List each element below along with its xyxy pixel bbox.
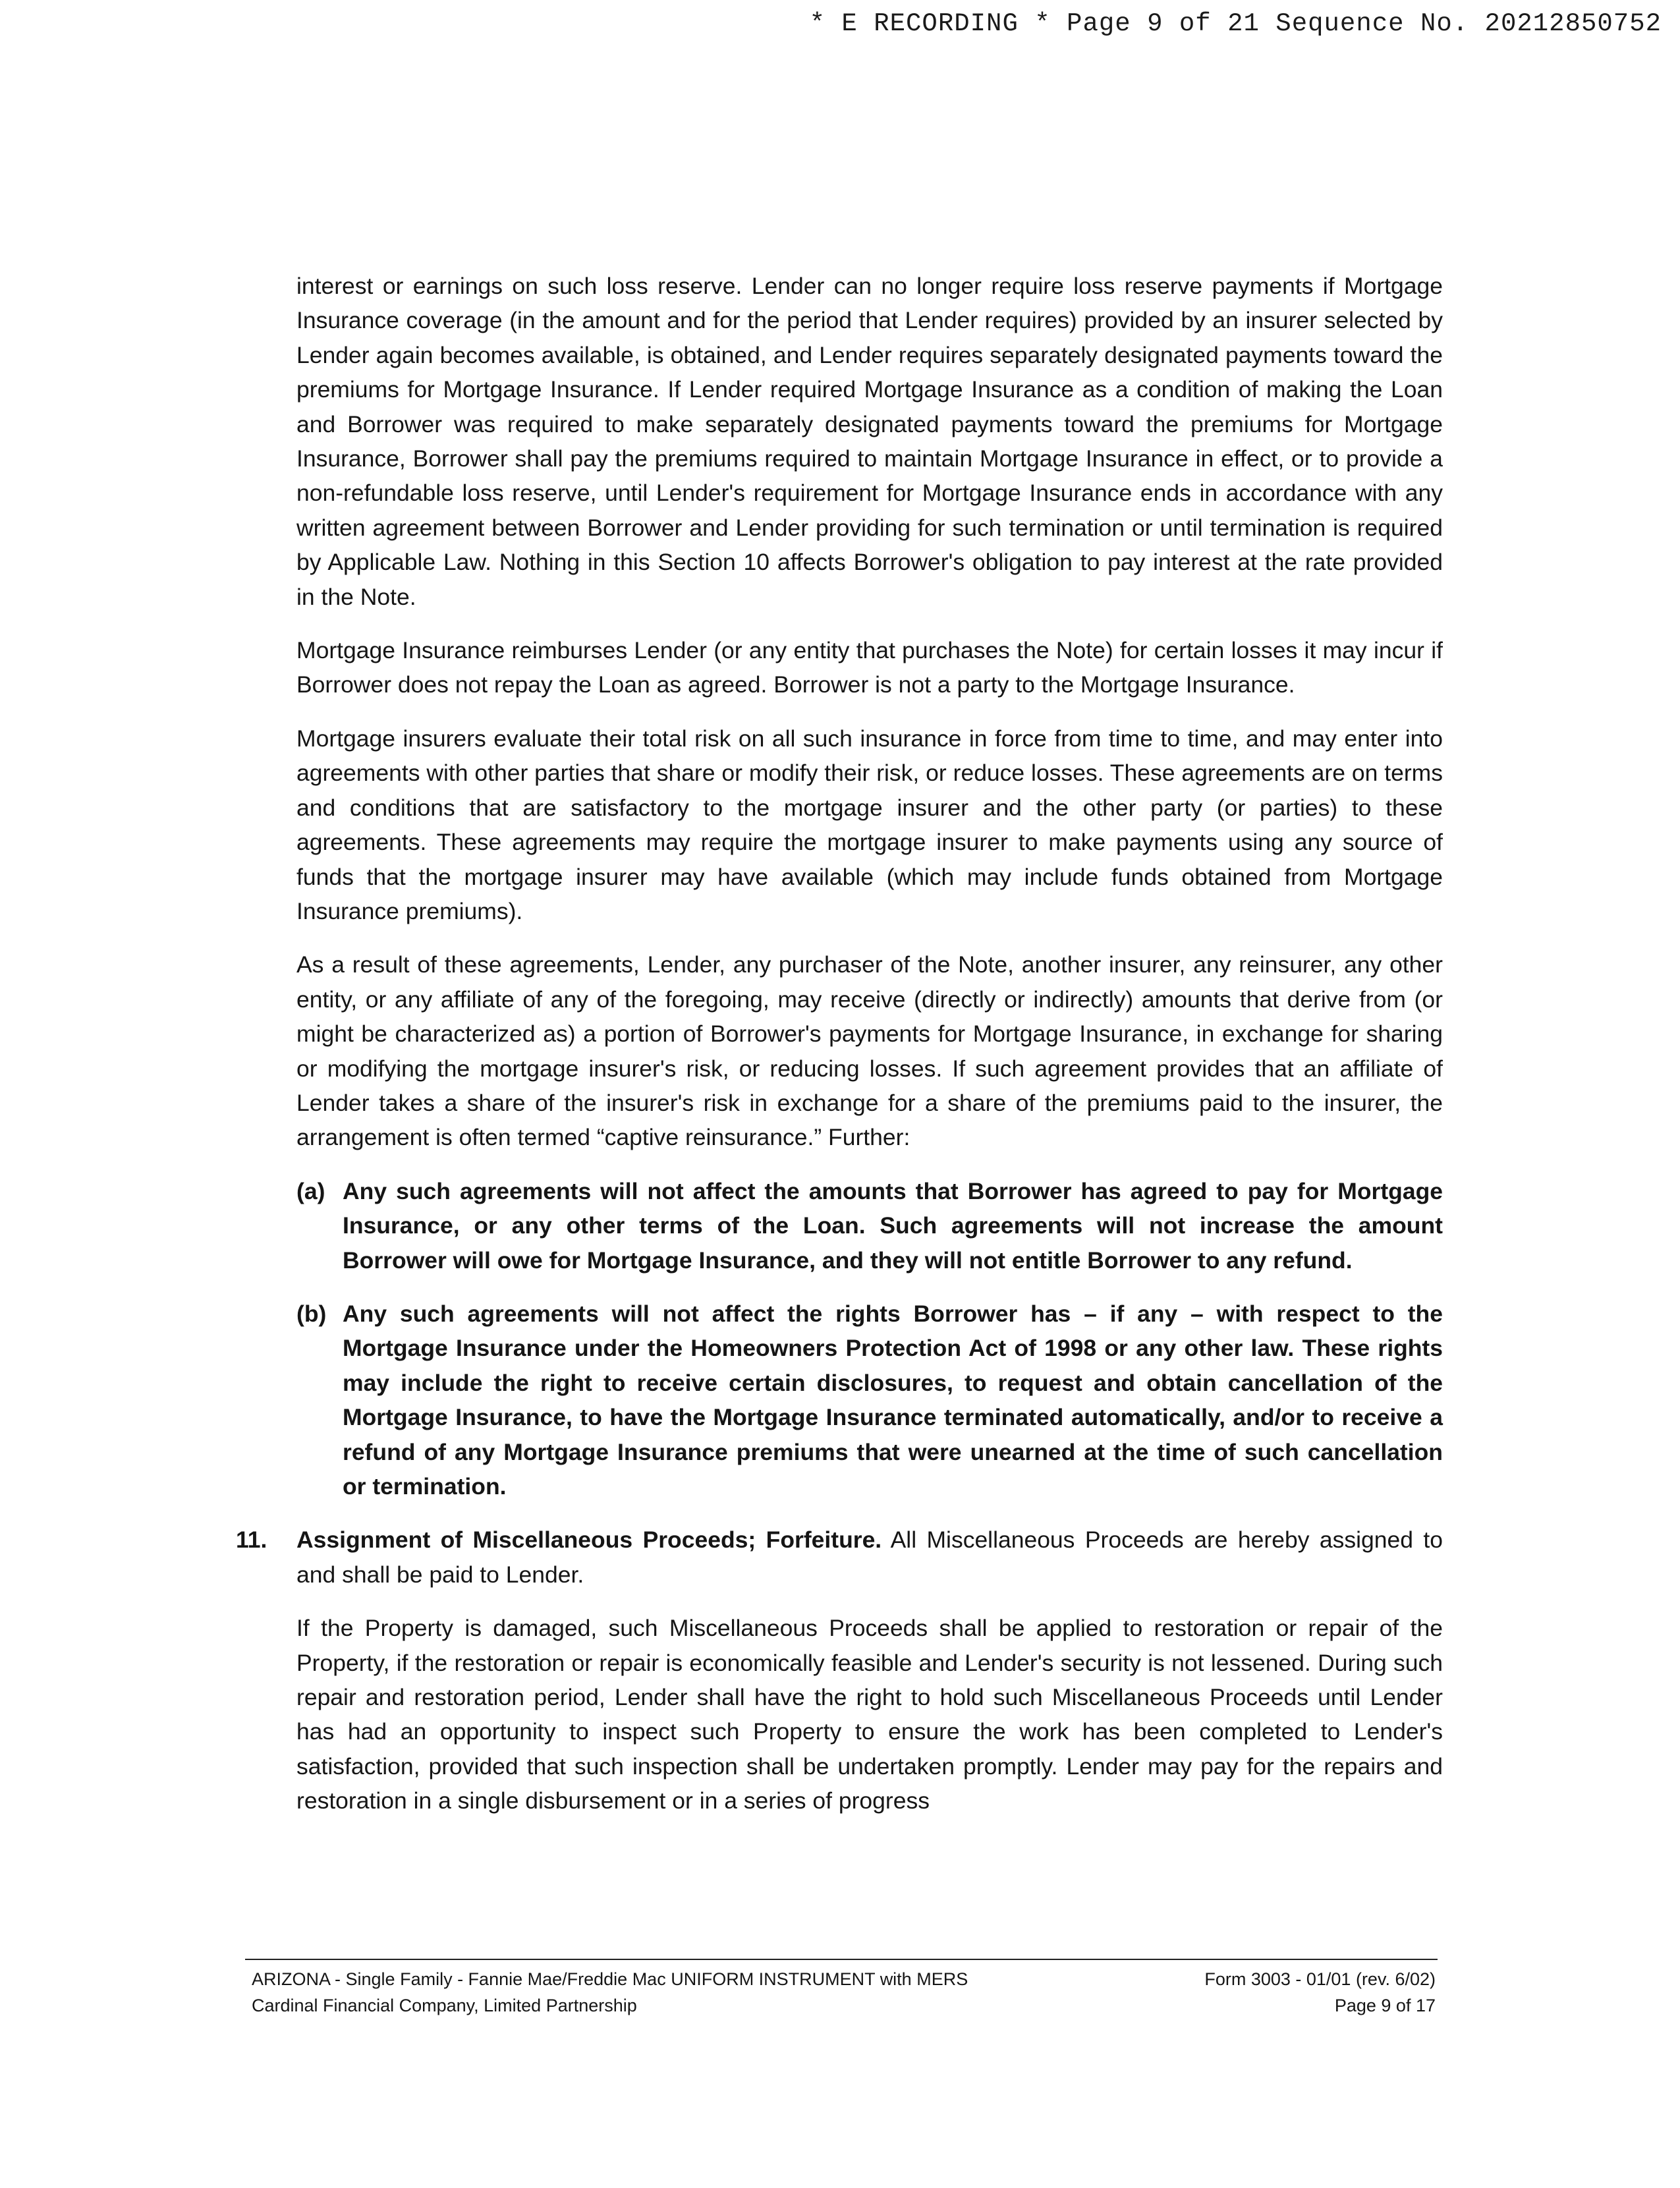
section-number: 11. (236, 1527, 267, 1554)
list-item-text: Any such agreements will not affect the rights Borrower has – if any – with respect to the Mortgage Insurance under the Homeowners Protection Act of 1998 or any other law. These rights may include the right to receive certain disclosures, to request and obtain cancellation of the Mortgage Insurance, to have the Mortgage Insurance terminated automatically, and/or to receive a refund of any Mortgage Insurance premiums that were unearned at the time of such cancellation or termination. (343, 1300, 1443, 1500)
paragraph-agreements-result: As a result of these agreements, Lender, any purchaser of the Note, another insurer, any reinsurer, any other entity, or any affiliate of any of the foregoing, may receive (directly or indirectly) amounts that derive from (or might be characterized as) a portion of Borrower's payments for Mortgage Insurance, in exchange for sharing or modifying the mortgage insurer's risk, or reducing losses. If such agreement provides that an affiliate of Lender takes a share of the insurer's risk in exchange for a share of the premiums paid to the insurer, the arrangement is often termed “captive reinsurance.” Further: (296, 951, 1443, 1151)
footer-form-number: Form 3003 - 01/01 (rev. 6/02) (1204, 1969, 1436, 1989)
footer-company: Cardinal Financial Company, Limited Partnership (252, 1996, 637, 2015)
section-heading: Assignment of Miscellaneous Proceeds; Forfeiture. (296, 1527, 882, 1554)
list-item-b (296, 1297, 1443, 1503)
recording-stamp: * E RECORDING * Page 9 of 21 Sequence No. 20212850752 (809, 9, 1662, 38)
list-item-label: (b) (296, 1300, 327, 1327)
section-11 (236, 1523, 1443, 1592)
paragraph-mortgage-insurers: Mortgage insurers evaluate their total risk on all such insurance in force from time to time, and may enter into agreements with other parties that share or modify their risk, or reduce losses. These agreements are on terms and conditions that are satisfactory to the mortgage insurer and the other party (or parties) to these agreements. These agreements may require the mortgage insurer to make payments using any source of funds that the mortgage insurer may have available (which may include funds obtained from Mortgage Insurance premiums). (296, 725, 1443, 924)
paragraph-loss-reserve: interest or earnings on such loss reserve. Lender can no longer require loss reserve payments if Mortgage Insurance coverage (in the amount and for the period that Lender requires) provided by an insurer selected by Lender again becomes available, is obtained, and Lender requires separately designated payments toward the premiums for Mortgage Insurance. If Lender required Mortgage Insurance as a condition of making the Loan and Borrower was required to make separately designated payments toward the premiums for Mortgage Insurance, Borrower shall pay the premiums required to maintain Mortgage Insurance in effect, or to provide a non-refundable loss reserve, until Lender's requirement for Mortgage Insurance ends in accordance with any written agreement between Borrower and Lender providing for such termination or until termination is required by Applicable Law. Nothing in this Section 10 affects Borrower's obligation to pay interest at the rate provided in the Note. (296, 273, 1443, 610)
paragraph-property-damaged: If the Property is damaged, such Miscellaneous Proceeds shall be applied to restoration or repair of the Property, if the restoration or repair is economically feasible and Lender's security is not lessened. During such repair and restoration period, Lender shall have the right to hold such Miscellaneous Proceeds until Lender has had an opportunity to inspect such Property to ensure the work has been completed to Lender's satisfaction, provided that such inspection shall be undertaken promptly. Lender may pay for the repairs and restoration in a single disbursement or in a series of progress (296, 1615, 1443, 1814)
list-item-label: (a) (296, 1177, 325, 1204)
paragraph-mi-reimburses: Mortgage Insurance reimburses Lender (or any entity that purchases the Note) for certain losses it may incur if Borrower does not repay the Loan as agreed. Borrower is not a party to the Mortgage Insurance. (296, 637, 1443, 698)
list-item-a (296, 1174, 1443, 1277)
footer-divider (245, 1959, 1438, 1960)
list-item-text: Any such agreements will not affect the amounts that Borrower has agreed to pay for Mortgage Insurance, or any other terms of the Loan. Such agreements will not increase the amount Borrower will owe for Mortgage Insurance, and they will not entitle Borrower to any refund. (343, 1177, 1443, 1274)
section-text: All Miscellaneous Proceeds are hereby assigned to and shall be paid to Lender. (296, 1527, 1443, 1588)
footer-page-number: Page 9 of 17 (1334, 1996, 1436, 2015)
footer-form-title: ARIZONA - Single Family - Fannie Mae/Freddie Mac UNIFORM INSTRUMENT with MERS (252, 1969, 968, 1989)
document-body (236, 269, 1443, 1837)
